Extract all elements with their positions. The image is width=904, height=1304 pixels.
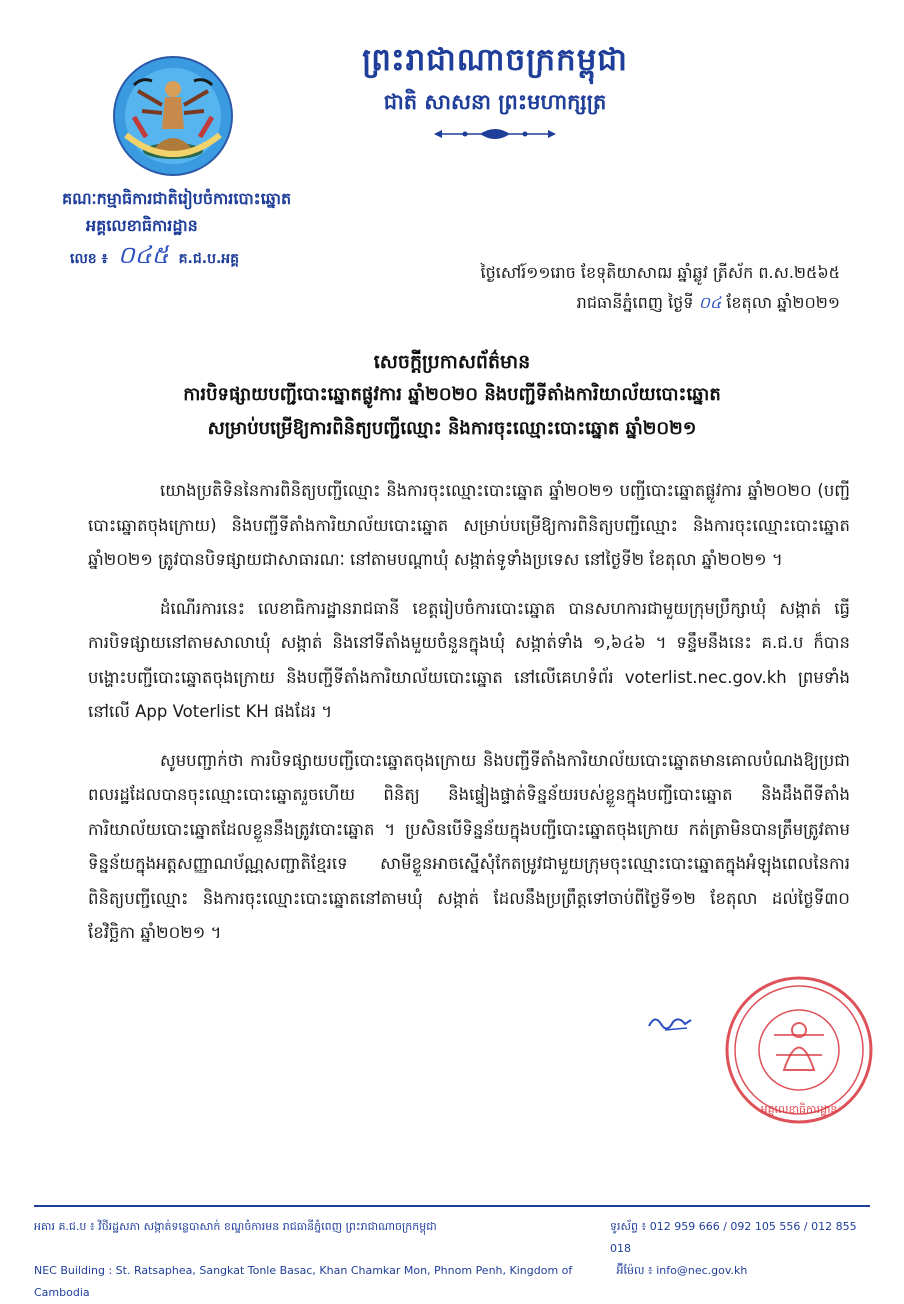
document-body: [88, 474, 850, 965]
footer-address-km: អគារ គ.ជ.ប ៖ វិថីរដ្ឋសភា សង្កាត់ទន្លេបាសាក់ ខណ្ឌចំការមន រាជធានីភ្នំពេញ ព្រះរាជាណាចក្រកម្ពុជា: [34, 1220, 437, 1233]
paragraph-3: សូមបញ្ជាក់ថា ការបិទផ្សាយបញ្ជីបោះឆ្នោតចុងក្រោយ និងបញ្ជីទីតាំងការិយាល័យបោះឆ្នោតមានគោលបំណងឱ្យប្រជាពលរដ្ឋដែលបានចុះឈ្មោះបោះឆ្នោតរួចហើយ ពិនិត្យ និងផ្ទៀងផ្ទាត់ទិន្នន័យរបស់ខ្លួនក្នុងបញ្ជីបោះឆ្នោត និងដឹងពីទីតាំងការិយាល័យបោះឆ្នោតដែលខ្លួននឹងត្រូវបោះឆ្នោត ។ ប្រសិនបើទិន្នន័យក្នុងបញ្ជីបោះឆ្នោតចុងក្រោយ កត់ត្រាមិនបានត្រឹមត្រូវតាមទិន្នន័យក្នុងអត្តសញ្ញាណប័ណ្ណសញ្ជាតិខ្មែរទេ សាមីខ្លួនអាចស្នើសុំកែតម្រូវជាមួយក្រុមចុះឈ្មោះបោះឆ្នោតក្នុងអំឡុងពេលនៃការពិនិត្យបញ្ជីឈ្មោះ និងការចុះឈ្មោះបោះឆ្នោតនៅតាមឃុំ សង្កាត់ ដែលនឹងប្រព្រឹត្តទៅចាប់ពីថ្ងៃទី១២ ខែតុលា ដល់ថ្ងៃទី៣០ ខែវិច្ឆិកា ឆ្នាំ២០២១ ។: [88, 750, 850, 942]
footer-row-1: [34, 1216, 870, 1260]
footer-divider: [34, 1205, 870, 1207]
stamp-text: អគ្គលេខាធិការដ្ឋាន: [760, 1103, 838, 1116]
title-line3: សម្រាប់បម្រើឱ្យការពិនិត្យបញ្ជីឈ្មោះ និងការចុះឈ្មោះបោះឆ្នោត ឆ្នាំ២០២១: [207, 418, 697, 439]
ref-suffix: គ.ជ.ប.អគ្គ: [178, 251, 240, 267]
footer-row-2: [34, 1260, 870, 1304]
kingdom-title: ព្រះរាជាណាចក្រកម្ពុជា: [362, 42, 628, 78]
lunar-date: ថ្ងៃសៅរ៍១១រោច ខែទុតិយាសាឍ ឆ្នាំឆ្លូវ ត្រីស័ក ព.ស.២៥៦៥: [480, 263, 840, 282]
solar-date: [481, 288, 841, 318]
date-prefix: រាជធានីភ្នំពេញ ថ្ងៃទី: [576, 293, 694, 312]
nec-emblem-logo: [112, 55, 234, 177]
footer-email: អ៊ីម៉ែល ៖ info@nec.gov.kh: [616, 1264, 748, 1277]
footer: [34, 1216, 870, 1304]
org-name: គណៈកម្មាធិការជាតិរៀបចំការបោះឆ្នោត: [62, 189, 292, 208]
ref-number: ០៤៥: [117, 241, 169, 269]
document-title: [60, 346, 844, 446]
kingdom-header: [330, 38, 660, 148]
official-seal-stamp: [724, 975, 874, 1125]
paragraph-2: ដំណើរការនេះ លេខាធិការដ្ឋានរាជធានី ខេត្តរៀបចំការបោះឆ្នោត បានសហការជាមួយក្រុមប្រឹក្សាឃុំ សង្កាត់ ធ្វើការបិទផ្សាយនៅតាមសាលាឃុំ សង្កាត់ និងនៅទីតាំងមួយចំនួនក្នុងឃុំ សង្កាត់ទាំង ១,៦៤៦ ។ ទន្ទឹមនឹងនេះ គ.ជ.ប ក៏បានបង្ហោះបញ្ជីបោះឆ្នោតចុងក្រោយ និងបញ្ជីទីតាំងការិយាល័យបោះឆ្នោត នៅលើគេហទំព័រ voterlist.nec.gov.kh ព្រមទាំងនៅលើ App Voterlist KH ផងដែរ ។: [88, 598, 850, 721]
signature-mark-icon: [645, 1010, 695, 1034]
org-department: អគ្គលេខាធិការដ្ឋាន: [86, 216, 198, 235]
paragraph-1: យោងប្រតិទិននៃការពិនិត្យបញ្ជីឈ្មោះ និងការចុះឈ្មោះបោះឆ្នោត ឆ្នាំ២០២១ បញ្ជីបោះឆ្នោតផ្លូវការ ឆ្នាំ២០២០ (បញ្ជីបោះឆ្នោតចុងក្រោយ) និងបញ្ជីទីតាំងការិយាល័យបោះឆ្នោត សម្រាប់បម្រើឱ្យការពិនិត្យបញ្ជីឈ្មោះ និងការចុះឈ្មោះបោះឆ្នោត ឆ្នាំ២០២១ ត្រូវបានបិទផ្សាយជាសាធារណៈ នៅតាមបណ្ដាឃុំ សង្កាត់ទូទាំងប្រទេស នៅថ្ងៃទី២ ខែតុលា ឆ្នាំ២០២១ ។: [88, 481, 850, 569]
footer-phone: ទូរស័ព្ទ ៖ 012 959 666 / 092 105 556 / 012 855 018: [610, 1220, 857, 1255]
organization-block: [62, 186, 291, 274]
kingdom-motto: ជាតិ សាសនា ព្រះមហាក្សត្រ: [383, 90, 607, 114]
ornament-divider-icon: [330, 124, 660, 144]
reference-line: [70, 240, 291, 274]
title-line2: ការបិទផ្សាយបញ្ជីបោះឆ្នោតផ្លូវការ ឆ្នាំ២០២០ និងបញ្ជីទីតាំងការិយាល័យបោះឆ្នោត: [183, 384, 721, 405]
date-day: ០៤: [698, 293, 722, 312]
title-line1: សេចក្ដីប្រកាសព័ត៌មាន: [373, 351, 531, 373]
date-block: [481, 258, 841, 318]
ref-label: លេខ ៖: [70, 251, 108, 267]
date-suffix: ខែតុលា ឆ្នាំ២០២១: [726, 293, 840, 312]
footer-address-en: NEC Building : St. Ratsaphea, Sangkat Tonle Basac, Khan Chamkar Mon, Phnom Penh, Kingdom of Cambodia: [34, 1264, 573, 1299]
